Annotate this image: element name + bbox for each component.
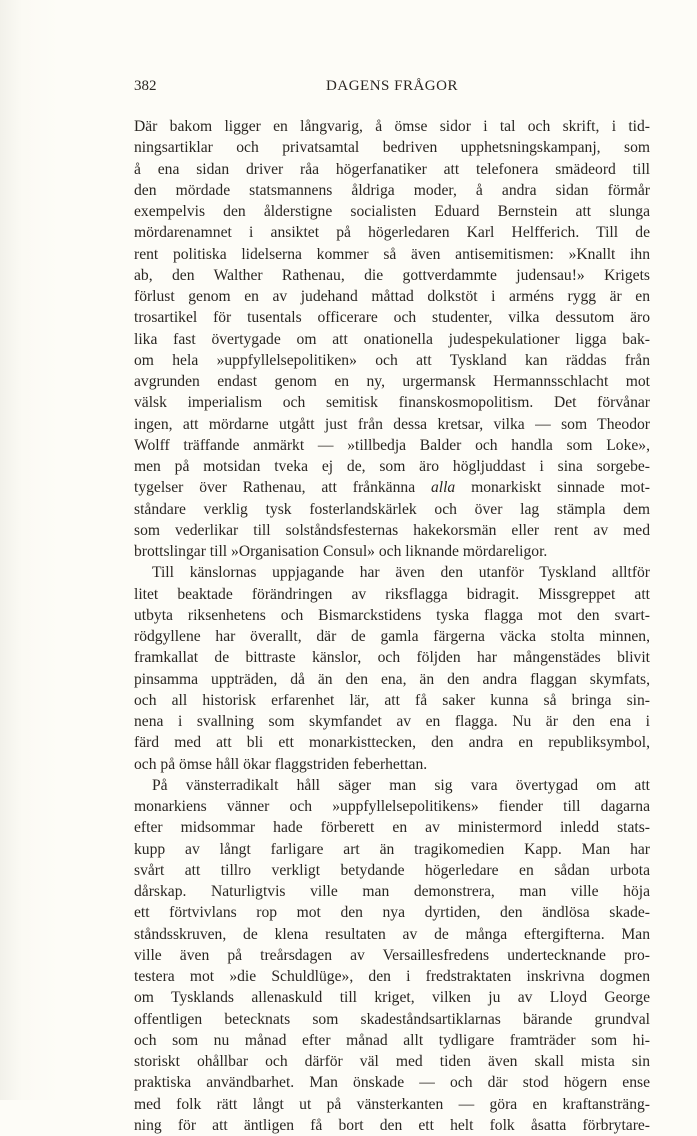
text-line: litet beaktade förändringen av riksflagga bidragit. Missgreppet att (134, 585, 650, 603)
text-line: storiskt ohållbar och därför väl med tiden även skall mista sin (134, 1053, 650, 1070)
text-line: pinsamma uppträden, då än den ena, än den andra flaggan skymfats, (134, 670, 650, 688)
text-line: trosartikel för tusentals officerare och studenter, vilka dessutom äro (134, 309, 650, 327)
emphasized-word: alla (430, 479, 456, 497)
page-header (134, 78, 650, 98)
text-line: ståndsskruven, de klena resultaten av de många eftergifterna. Man (134, 925, 650, 943)
text-line-part: tygelser över Rathenau, att frånkänna (134, 479, 431, 497)
text-line: om Tysklands allenaskuld till kriget, vilken ju av Lloyd George (134, 989, 650, 1007)
text-line: praktiska användbarhet. Man önskade — och där stod högern ense (134, 1074, 650, 1092)
text-line: svårt att tillro verkligt betydande högerledare en sådan urbota (134, 861, 650, 879)
text-line: rödgyllene har överallt, där de gamla färgerna väcka stolta minnen, (134, 628, 650, 645)
text-line: Wolff träffande anmärkt — »tillbedja Balder och handla som Loke», (134, 436, 650, 454)
text-line: den mördade statsmannens åldriga moder, å andra sidan förmår (134, 181, 650, 199)
text-line: förlust genom en av judehand måttad dolkstöt i arméns rygg är en (134, 288, 650, 305)
text-line: utbyta riksenhetens och Bismarckstidens tyska flagga mot den svart- (134, 606, 650, 624)
text-line: monarkiens vänner och »uppfyllelsepolitikens» fiender till dagarna (134, 798, 650, 815)
text-line (134, 477, 650, 498)
page-number: 382 (134, 78, 157, 94)
text-line: ning för att äntligen få bort den ett helt folk åsatta förbrytare- (134, 1116, 650, 1134)
text-line: som vederlikar till solståndsfesternas hakekorsmän eller rent av med (134, 521, 650, 539)
text-line: om hela »uppfyllelsepolitiken» och att Tyskland kan räddas från (134, 351, 650, 369)
text-line: rent politiska lidelserna kommer så även antisemitismen: »Knallt ihn (134, 245, 650, 263)
text-line: På vänsterradikalt håll säger man sig vara övertygad om att (152, 776, 650, 794)
text-line: Till känslornas uppjagande har även den utanför Tyskland alltför (152, 564, 650, 582)
text-line: med folk rätt långt ut på vänsterkanten — göra en kraftansträng- (134, 1095, 650, 1113)
text-line: avgrunden endast genom en ny, urgermansk Hermannsschlacht mot (134, 373, 650, 390)
text-line: och som nu månad efter månad allt tydligare framträder som hi- (134, 1031, 650, 1049)
text-line: nena i svallning som skymfandet av en flagga. Nu är den ena i (134, 713, 650, 730)
text-line: ab, den Walther Rathenau, die gottverdammte judensau!» Krigets (134, 266, 650, 284)
text-line: offentligen betecknats som skadeståndsartiklarnas bärande grundval (134, 1010, 650, 1028)
text-line: ett förtvivlans rop mot den nya dyrtiden, den ändlösa skade- (134, 904, 650, 922)
text-line: Där bakom ligger en långvarig, å ömse sidor i tal och skrift, i tid- (134, 118, 650, 135)
text-line: ville även på treårsdagen av Versaillesfredens undertecknande pro- (134, 946, 650, 964)
text-line: framkallat de bittraste känslor, och följden har mångenstädes blivit (134, 649, 650, 667)
text-line: ståndare verklig tysk fosterlandskärlek och över lag stämpla dem (134, 500, 650, 518)
text-line: dårskap. Naturligtvis ville man demonstrera, man ville höja (134, 883, 650, 900)
text-line-part: monarkiskt sinnade mot- (455, 479, 650, 497)
text-line: och all historisk erfarenhet lär, att få saker kunna så bringa sin- (134, 691, 650, 709)
text-line: brottslingar till »Organisation Consul» och liknande mördareligor. (134, 543, 548, 560)
text-line: och på ömse håll ökar flaggstriden feberhettan. (134, 755, 428, 773)
text-line: färd med att bli ett monarkisttecken, den andra en republiksymbol, (134, 734, 650, 752)
text-line: men på motsidan tveka ej de, som äro högljuddast i sina sorgebe- (134, 458, 650, 475)
text-line: lika fast övertygade om att onationella judespekulationer ligga bak- (134, 330, 650, 348)
running-head: DAGENS FRÅGOR (326, 78, 458, 94)
text-line: efter midsommar hade förberett en av ministermord inledd stats- (134, 819, 650, 837)
text-line: mördarenamnet i ansiktet på högerledaren Karl Helfferich. Till de (134, 224, 650, 242)
body-text (134, 116, 650, 1136)
text-line: testera mot »die Schuldlüge», den i fredstraktaten inskrivna dogmen (134, 968, 650, 985)
text-line: å ena sidan driver råa högerfanatiker att telefonera smädeord till (134, 160, 650, 178)
text-line: kupp av långt farligare art än tragikomedien Kapp. Man har (134, 840, 650, 858)
text-line: ningsartiklar och privatsamtal bedriven upphetsningskampanj, som (134, 139, 650, 157)
text-line: ingen, att mördarne utgått just från dessa kretsar, vilka — som Theodor (134, 415, 650, 433)
text-line: välsk imperialism och semitisk finanskosmopolitism. Det förvånar (134, 394, 650, 412)
text-line: exempelvis den ålderstigne socialisten Eduard Bernstein att slunga (134, 203, 650, 220)
